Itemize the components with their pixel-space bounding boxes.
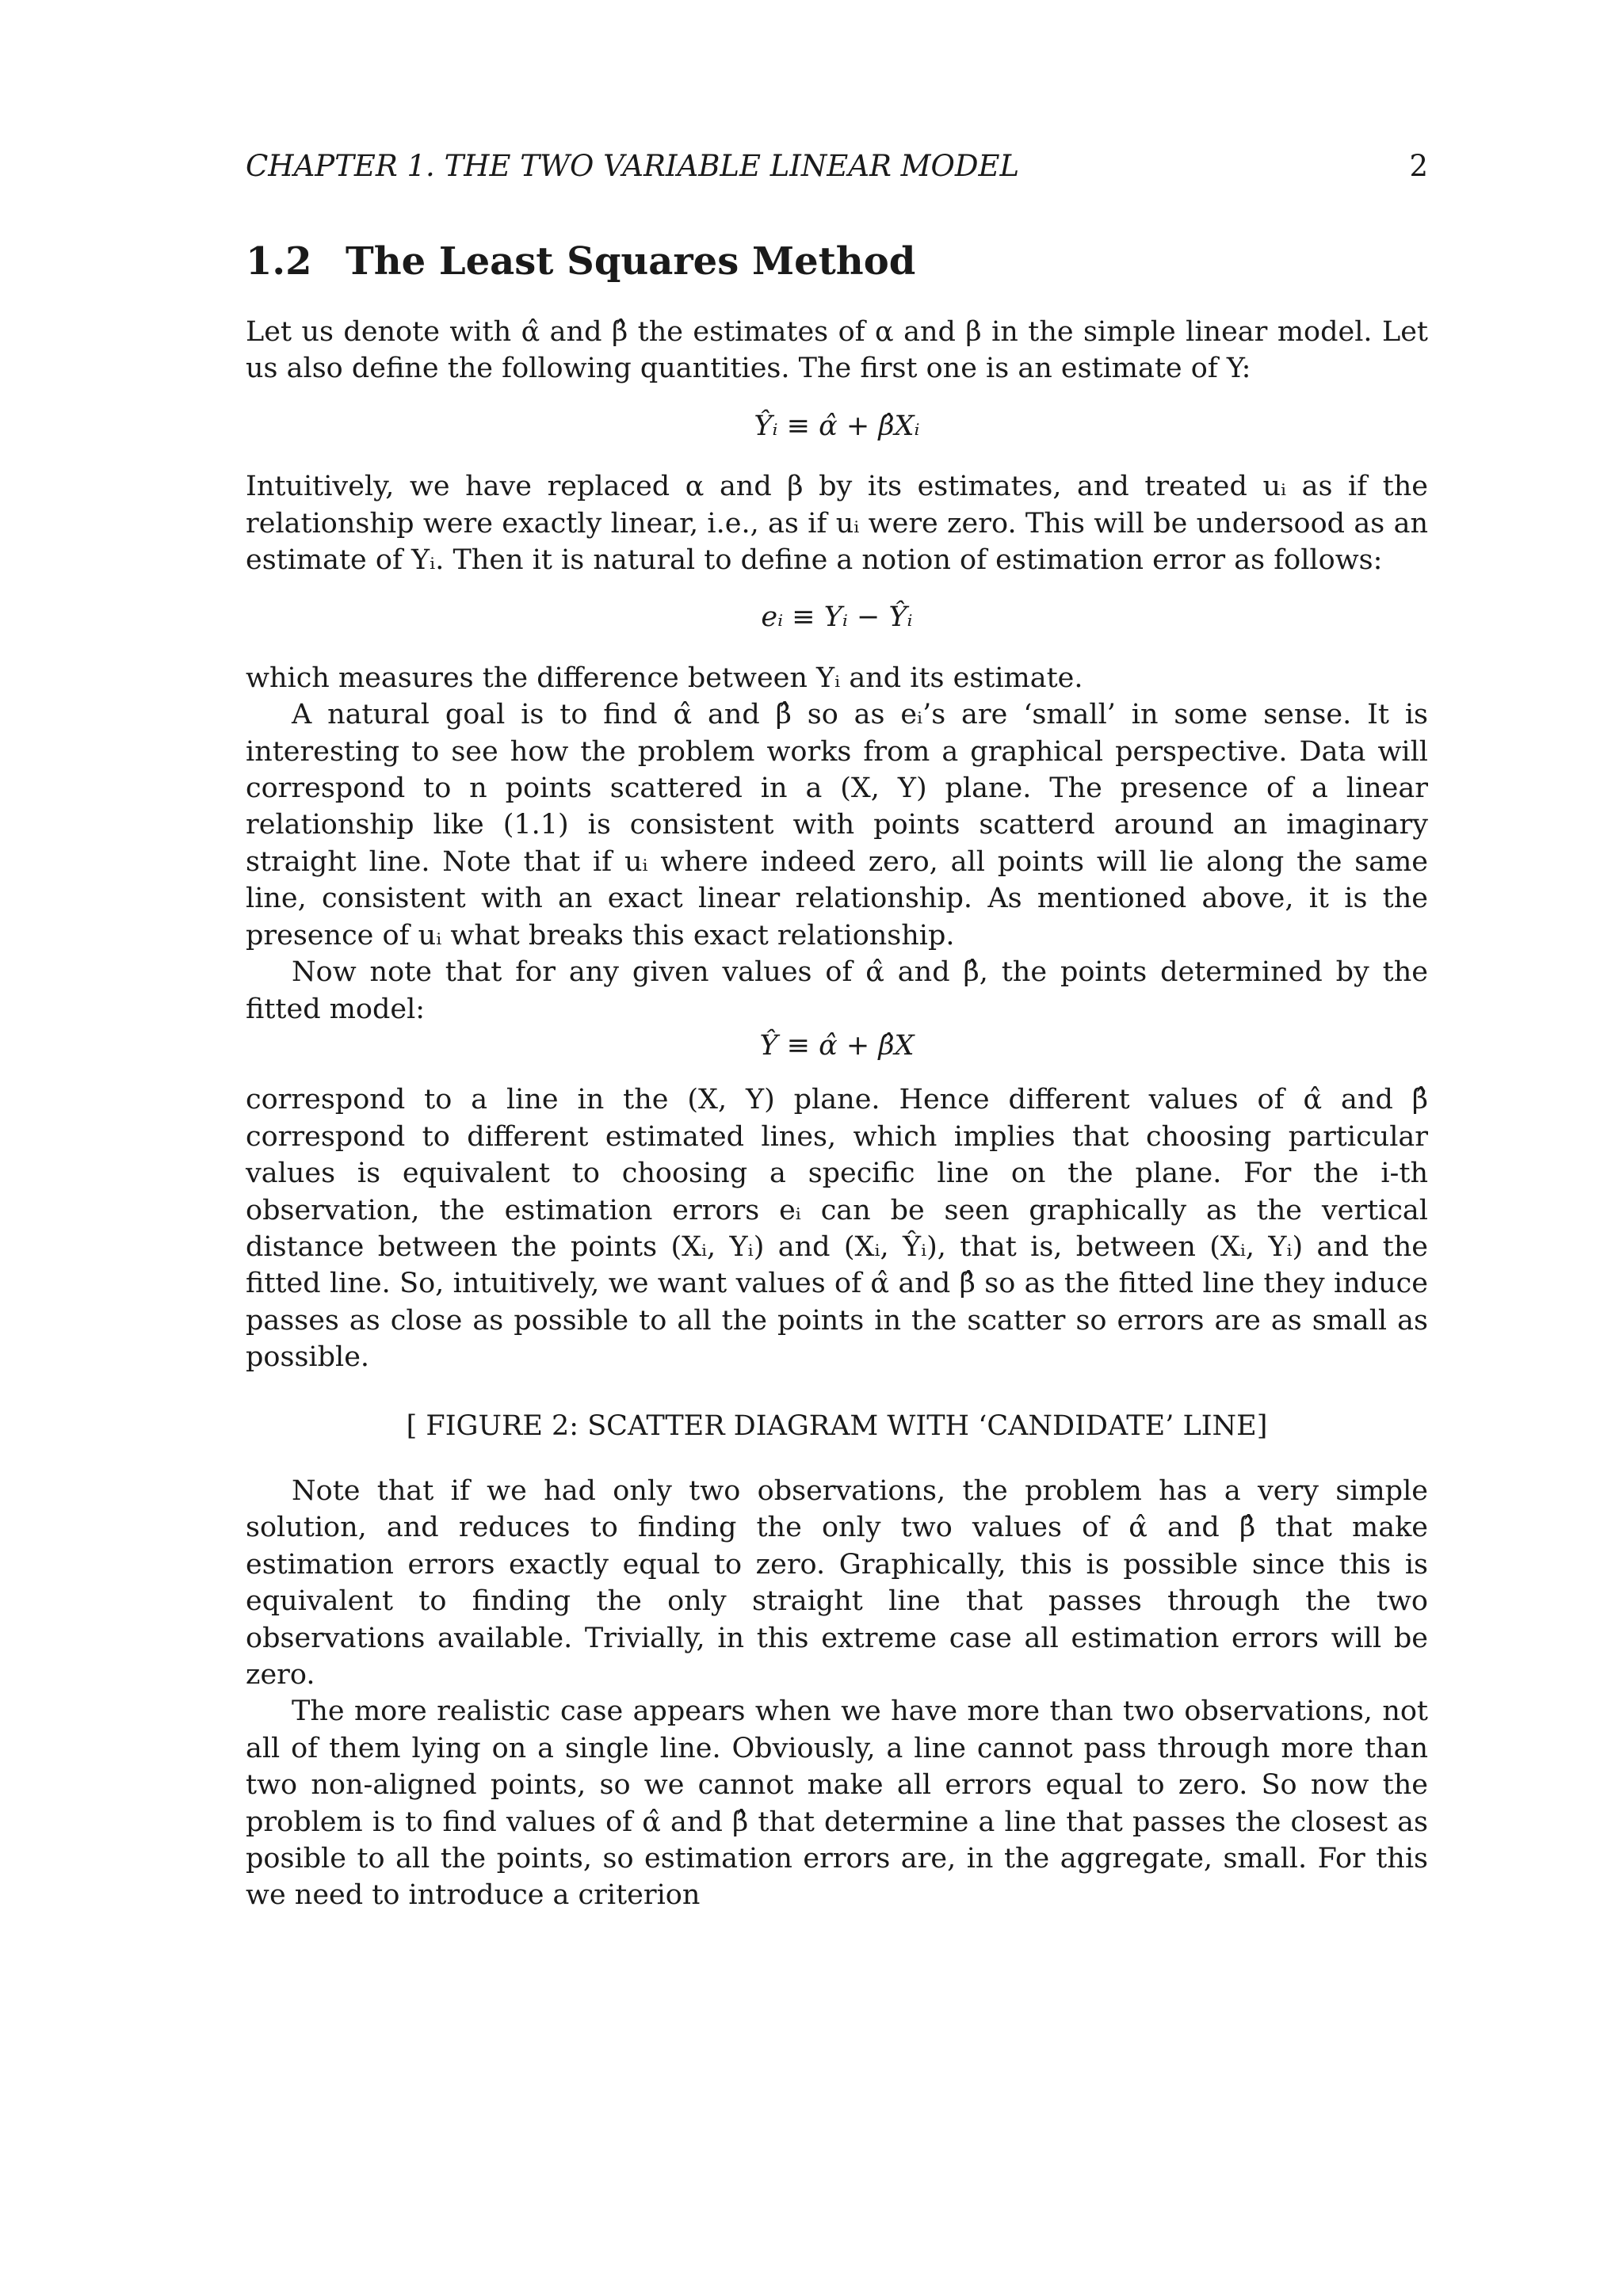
chapter-title: CHAPTER 1. THE TWO VARIABLE LINEAR MODEL xyxy=(246,149,1020,183)
body-text xyxy=(246,314,1428,1914)
paragraph: Note that if we had only two observations, the problem has a very simple solution, and reduces to finding the only two values of α̂ and β̂ that make estimation errors exactly equal to zero. Graphically, this is possible since this is equivalent to finding the only straight line that passes through the two observations available. Trivially, in this extreme case all estimation errors will be zero. xyxy=(246,1474,1428,1691)
section-title: The Least Squares Method xyxy=(346,239,916,284)
equation-fitted-line: Ŷ ≡ α̂ + β̂X xyxy=(759,1029,915,1062)
paragraph: The more realistic case appears when we have more than two observations, not all of them lying on a single line. Obviously, a line cannot pass through more than two non-aligned points, so we cannot make all errors equal to zero. So now the problem is to find values of α̂ and β̂ that determine a line that passes the closest as posible to all the points, so estimation errors are, in the aggregate, small. For this we need to introduce a criterion xyxy=(246,1695,1428,1912)
paragraph: which measures the difference between Yᵢ and its estimate. xyxy=(246,662,1083,694)
paragraph: Let us denote with α̂ and β̂ the estimates of α and β in the simple linear model. Let us also define the following quantities. The first one is an estimate of Y: xyxy=(246,316,1428,385)
paragraph: A natural goal is to find α̂ and β̂ so as eᵢ’s are ‘small’ in some sense. It is interesting to see how the problem works from a graphical perspective. Data will correspond to n points scattered in a (X, Y) plane. The presence of a linear relationship like (1.1) is consistent with points scatterd around an imaginary straight line. Note that if uᵢ where indeed zero, all points will lie along the same line, consistent with an exact linear relationship. As mentioned above, it is the presence of uᵢ what breaks this exact relationship. xyxy=(246,699,1428,952)
paragraph: Now note that for any given values of α̂ and β̂, the points determined by the fitted model: xyxy=(246,956,1428,1025)
paragraph: correspond to a line in the (X, Y) plane. Hence different values of α̂ and β̂ correspond to different estimated lines, which implies that choosing particular values is equivalent to choosing a specific line on the plane. For the i-th observation, the estimation errors eᵢ can be seen graphically as the vertical distance between the points (Xᵢ, Yᵢ) and (Xᵢ, Ŷᵢ), that is, between (Xᵢ, Yᵢ) and the fitted line. So, intuitively, we want values of α̂ and β̂ so as the fitted line they induce passes as close as possible to all the points in the scatter so errors are as small as possible. xyxy=(246,1084,1428,1374)
running-header xyxy=(246,149,1428,183)
equation-fitted-value: Ŷᵢ ≡ α̂ + β̂Xᵢ xyxy=(754,410,920,442)
paragraph: Intuitively, we have replaced α and β by its estimates, and treated uᵢ as if the relationship were exactly linear, i.e., as if uᵢ were zero. This will be undersood as an estimate of Yᵢ. Then it is natural to define a notion of estimation error as follows: xyxy=(246,471,1428,577)
page-number: 2 xyxy=(1409,149,1428,183)
section-heading xyxy=(246,239,915,284)
equation-estimation-error: eᵢ ≡ Yᵢ − Ŷᵢ xyxy=(761,601,913,634)
section-number: 1.2 xyxy=(246,239,312,284)
figure-placeholder: [ FIGURE 2: SCATTER DIAGRAM WITH ‘CANDIDATE’ LINE] xyxy=(406,1409,1268,1442)
